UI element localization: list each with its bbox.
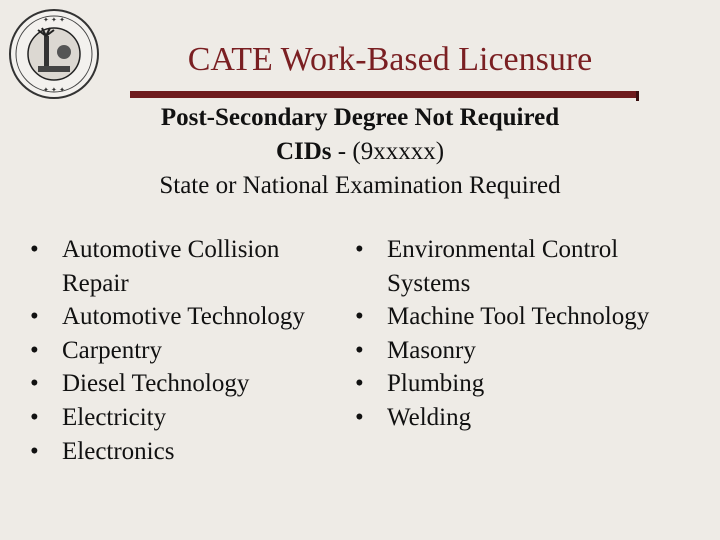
list-item-text: Electronics [62,437,175,465]
subtitle-degree: Post-Secondary Degree Not Required [160,104,560,131]
list-item-text-cont: Repair [62,269,129,297]
subtitle-exam: State or National Examination Required [159,172,561,199]
bullet: • [30,403,39,431]
list-item [355,334,715,368]
subtitle-cids-code: - (9xxxxx) [331,138,445,165]
bullet: • [355,403,364,431]
bullet: • [355,303,364,331]
list-item [30,334,350,368]
state-department-seal-icon [8,8,100,100]
right-program-list [355,233,715,435]
bullet: • [355,370,364,398]
list-item-text: Welding [387,403,472,431]
subtitle-block [0,101,720,203]
list-item [30,367,350,401]
title-divider-end [636,91,639,101]
list-item [30,435,350,469]
list-item-text: Environmental Control [387,236,619,263]
list-item [355,367,715,401]
list-item [355,300,715,334]
list-item-text-cont: Systems [387,269,471,297]
svg-text:✦ ✦ ✦: ✦ ✦ ✦ [42,86,66,94]
title-divider [130,91,638,98]
bullet: • [30,336,39,364]
svg-text:✦ ✦ ✦: ✦ ✦ ✦ [42,16,66,24]
list-item [355,401,715,435]
left-program-list [30,233,350,468]
list-item-text: Electricity [62,403,167,431]
list-item-text: Automotive Technology [62,303,305,331]
list-item-text: Carpentry [62,336,162,364]
subtitle-cids-label: CIDs [275,138,332,165]
bullet: • [30,437,39,465]
bullet: • [30,370,39,398]
subtitle-cids [0,135,720,169]
list-item-text: Machine Tool Technology [387,303,650,331]
bullet: • [30,236,39,263]
list-item [30,233,350,300]
bullet: • [355,336,364,364]
list-item-text: Plumbing [387,370,485,398]
list-item-text: Masonry [387,336,476,364]
page-title: CATE Work-Based Licensure [187,41,593,78]
list-item-text: Automotive Collision [62,236,280,263]
list-item [30,401,350,435]
list-item [355,233,715,300]
list-item-text: Diesel Technology [62,370,250,398]
bullet: • [355,236,364,263]
list-item [30,300,350,334]
bullet: • [30,303,39,331]
